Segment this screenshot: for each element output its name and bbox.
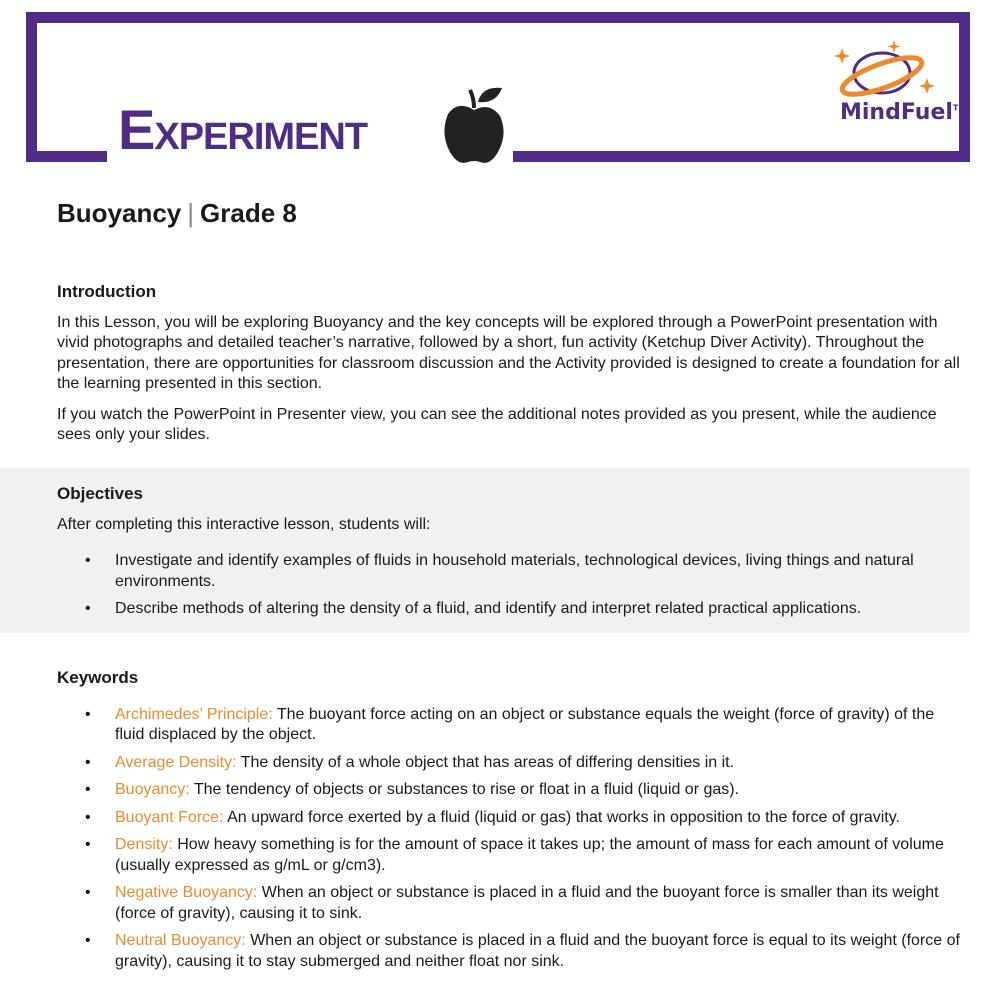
introduction-heading: Introduction (57, 282, 157, 301)
objectives-heading: Objectives (57, 484, 143, 503)
list-item (57, 551, 960, 592)
objective-text: Describe methods of altering the density of a fluid, and identify and interpret related practical applications. (115, 600, 862, 617)
title-grade: Grade 8 (200, 198, 297, 228)
keyword-item (57, 753, 960, 774)
keyword-item (57, 835, 960, 876)
bullet-icon: • (85, 781, 91, 798)
objective-text: Investigate and identify examples of fluids in household materials, technological devices, living things and natural environments. (115, 552, 914, 590)
keyword-term: Density: (115, 836, 173, 853)
apple-icon (440, 82, 512, 166)
bullet-icon: • (85, 932, 91, 949)
keyword-term: Neutral Buoyancy: (115, 932, 246, 949)
intro-paragraph: In this Lesson, you will be exploring Buoyancy and the key concepts will be explored through a PowerPoint presentation with vivid photographs and detailed teacher’s narrative, followed by a short, fun activity (Ketchup Diver Activity). Throughout the presentation, there are opportunities for classroom discussion and the Activity provided is designed to create a foundation for all the learning presented in this section. (57, 313, 960, 392)
frame-left (26, 12, 37, 162)
bullet-icon: • (85, 884, 91, 901)
keyword-term: Average Density: (115, 753, 237, 771)
frame-bottom-left (26, 151, 107, 162)
banner-title (118, 100, 367, 167)
keyword-definition: How heavy something is for the amount of space it takes up; the amount of mass for each amount of volume (usually expressed as g/mL or g/cm3). (115, 836, 944, 874)
keyword-definition: The tendency of objects or substances to rise or float in a fluid (liquid or gas). (193, 781, 740, 798)
keyword-definition: The buoyant force acting on an object or substance equals the weight (force of gravity) of the fluid displaced by the object. (115, 705, 935, 743)
objectives-list (57, 551, 960, 620)
bullet-icon: • (85, 552, 91, 569)
title-rest: XPERIMENT (154, 116, 368, 158)
title-separator: | (187, 198, 195, 228)
objectives-section (57, 484, 960, 627)
bullet-icon: • (85, 753, 91, 771)
bullet-icon: • (85, 600, 91, 617)
keyword-item (57, 780, 960, 801)
objectives-lead: After completing this interactive lesson, students will: (57, 515, 431, 533)
intro-paragraph: If you watch the PowerPoint in Presenter view, you can see the additional notes provided as you present, while the audience sees only your slides. (57, 405, 937, 443)
logo-name: MindFuel (840, 100, 953, 125)
keyword-item (57, 808, 960, 829)
keyword-definition: When an object or substance is placed in a fluid and the buoyant force is smaller than its weight (force of gravity), causing it to sink. (115, 884, 939, 922)
keyword-term: Buoyancy: (115, 781, 190, 798)
keyword-definition: The density of a whole object that has areas of differing densities in it. (240, 753, 735, 771)
keyword-item (57, 883, 960, 924)
logo-tm: TM (952, 103, 967, 113)
keyword-term: Buoyant Force: (115, 808, 224, 826)
frame-right (959, 12, 970, 162)
logo-text (840, 100, 966, 125)
bullet-icon: • (85, 705, 91, 723)
keyword-definition: When an object or substance is placed in a fluid and the buoyant force is equal to its weight (force of gravity), causing it to stay submerged and neither float nor sink. (115, 932, 960, 970)
page-title (57, 198, 297, 229)
frame-bottom-right (513, 151, 970, 162)
bullet-icon: • (85, 836, 91, 853)
introduction-section (57, 282, 960, 456)
keyword-term: Archimedes’ Principle: (115, 705, 273, 723)
keywords-heading: Keywords (57, 668, 139, 687)
keywords-list (57, 705, 960, 973)
bullet-icon: • (85, 808, 91, 826)
keyword-definition: An upward force exerted by a fluid (liquid or gas) that works in opposition to the force of gravity. (227, 808, 900, 826)
title-initial: E (118, 98, 155, 161)
keywords-section (57, 668, 960, 979)
keyword-term: Negative Buoyancy: (115, 884, 258, 901)
list-item (57, 599, 960, 620)
keyword-item (57, 931, 960, 972)
title-topic: Buoyancy (57, 198, 182, 228)
frame-top (26, 12, 970, 23)
keyword-item (57, 705, 960, 746)
